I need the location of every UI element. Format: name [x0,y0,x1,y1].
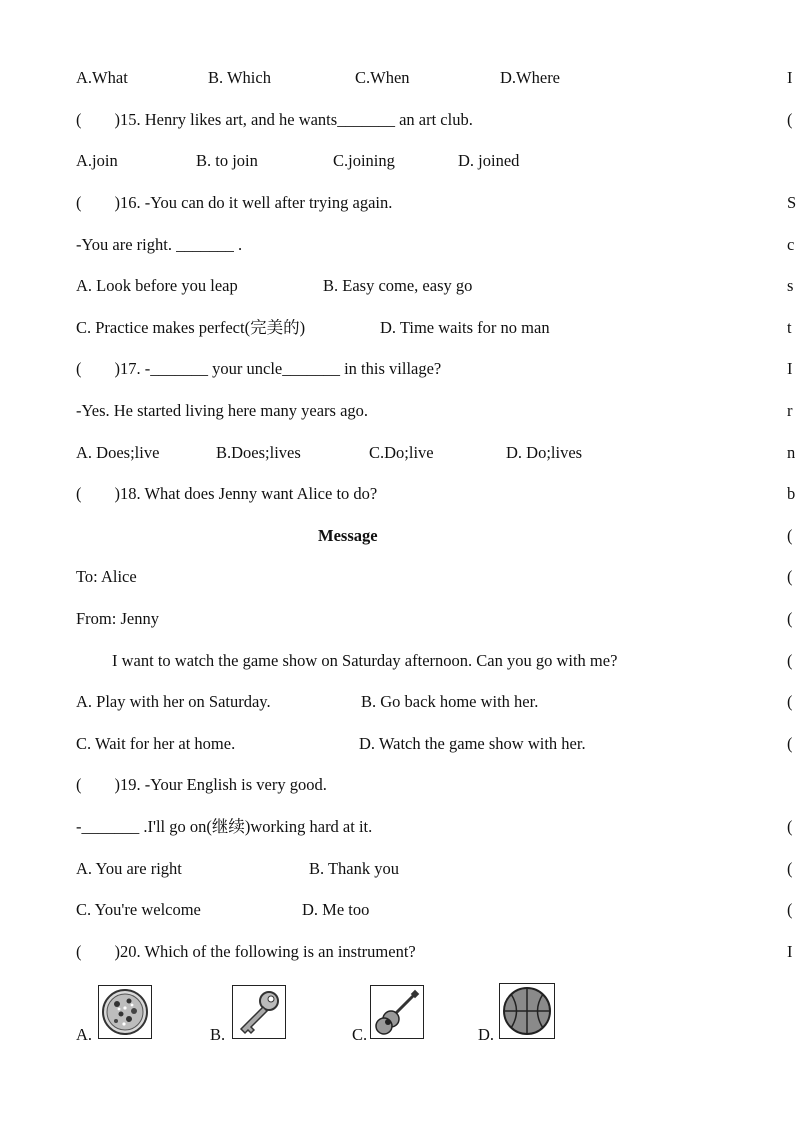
q15-option-b[interactable]: B. to join [196,151,258,170]
q18-option-d[interactable]: D. Watch the game show with her. [359,734,586,753]
message-from: From: Jenny [76,609,159,628]
q14-option-b[interactable]: B. Which [208,68,271,87]
basketball-icon[interactable] [499,983,555,1039]
q18-option-b[interactable]: B. Go back home with her. [361,692,539,711]
q17-option-d[interactable]: D. Do;lives [506,443,583,462]
q20-option-d-label[interactable]: D. [478,1025,495,1044]
next-column-fragment: c [787,235,795,254]
next-column-fragment: ( [787,567,793,586]
q19-stem: 19. -Your English is very good. [120,775,327,794]
q17-question [76,359,441,379]
next-column-fragment: S [787,193,796,212]
q17-option-a[interactable]: A. Does;live [76,443,160,462]
answer-paren[interactable]: ( ) [76,775,120,794]
answer-paren[interactable]: ( ) [76,942,120,961]
q15-stem: 15. Henry likes art, and he wants_______ an art club. [120,110,473,129]
next-column-fragment: t [787,318,792,337]
q19-option-c[interactable]: C. You're welcome [76,900,201,919]
q17-reply: -Yes. He started living here many years ago. [76,401,369,420]
pizza-icon[interactable] [98,985,152,1039]
message-to: To: Alice [76,567,137,586]
q18-question [76,484,377,504]
q14-option-a[interactable]: A.What [76,68,128,87]
message-title: Message [318,526,378,545]
next-column-fragment: ( [787,609,793,628]
next-column-fragment: ( [787,734,793,753]
q19-reply: -_______ .I'll go on(继续)working hard at it. [76,817,373,836]
q17-option-b[interactable]: B.Does;lives [216,443,301,462]
next-column-fragment: ( [787,692,793,711]
key-icon[interactable] [232,985,286,1039]
q17-stem: 17. -_______ your uncle_______ in this village? [120,359,442,378]
q18-option-a[interactable]: A. Play with her on Saturday. [76,692,271,711]
q16-option-c[interactable]: C. Practice makes perfect(完美的) [76,318,306,337]
next-column-fragment: ( [787,859,793,878]
guitar-icon[interactable] [370,985,424,1039]
next-column-fragment: I [787,359,793,378]
next-column-fragment: s [787,276,794,295]
answer-paren[interactable]: ( ) [76,110,120,129]
q15-option-a[interactable]: A.join [76,151,118,170]
q14-option-d[interactable]: D.Where [500,68,561,87]
answer-paren[interactable]: ( ) [76,193,120,212]
answer-paren[interactable]: ( ) [76,484,120,503]
next-column-fragment: b [787,484,796,503]
q16-option-d[interactable]: D. Time waits for no man [380,318,550,337]
q17-option-c[interactable]: C.Do;live [369,443,434,462]
q15-option-d[interactable]: D. joined [458,151,520,170]
q16-option-a[interactable]: A. Look before you leap [76,276,238,295]
q15-question [76,110,473,130]
next-column-fragment: n [787,443,796,462]
answer-paren[interactable]: ( ) [76,359,120,378]
q20-option-a-label[interactable]: A. [76,1025,93,1044]
next-column-fragment: ( [787,526,793,545]
q16-question [76,193,392,213]
q20-option-b-label[interactable]: B. [210,1025,226,1044]
q20-question [76,942,416,962]
message-body: I want to watch the game show on Saturday afternoon. Can you go with me? [112,651,618,670]
q20-option-c-label[interactable]: C. [352,1025,368,1044]
next-column-fragment: I [787,942,793,961]
q16-option-b[interactable]: B. Easy come, easy go [323,276,473,295]
next-column-fragment: I [787,68,793,87]
next-column-fragment: ( [787,110,793,129]
q16-stem: 16. -You can do it well after trying again. [120,193,393,212]
q18-option-c[interactable]: C. Wait for her at home. [76,734,236,753]
next-column-fragment: r [787,401,793,420]
q19-option-a[interactable]: A. You are right [76,859,182,878]
q19-question [76,775,327,795]
next-column-fragment: ( [787,900,793,919]
q15-option-c[interactable]: C.joining [333,151,395,170]
next-column-fragment: ( [787,817,793,836]
q14-option-c[interactable]: C.When [355,68,410,87]
q16-reply: -You are right. _______ . [76,235,243,254]
q20-stem: 20. Which of the following is an instrument? [120,942,416,961]
next-column-fragment: ( [787,651,793,670]
q19-option-b[interactable]: B. Thank you [309,859,399,878]
q19-option-d[interactable]: D. Me too [302,900,370,919]
q18-stem: 18. What does Jenny want Alice to do? [120,484,378,503]
